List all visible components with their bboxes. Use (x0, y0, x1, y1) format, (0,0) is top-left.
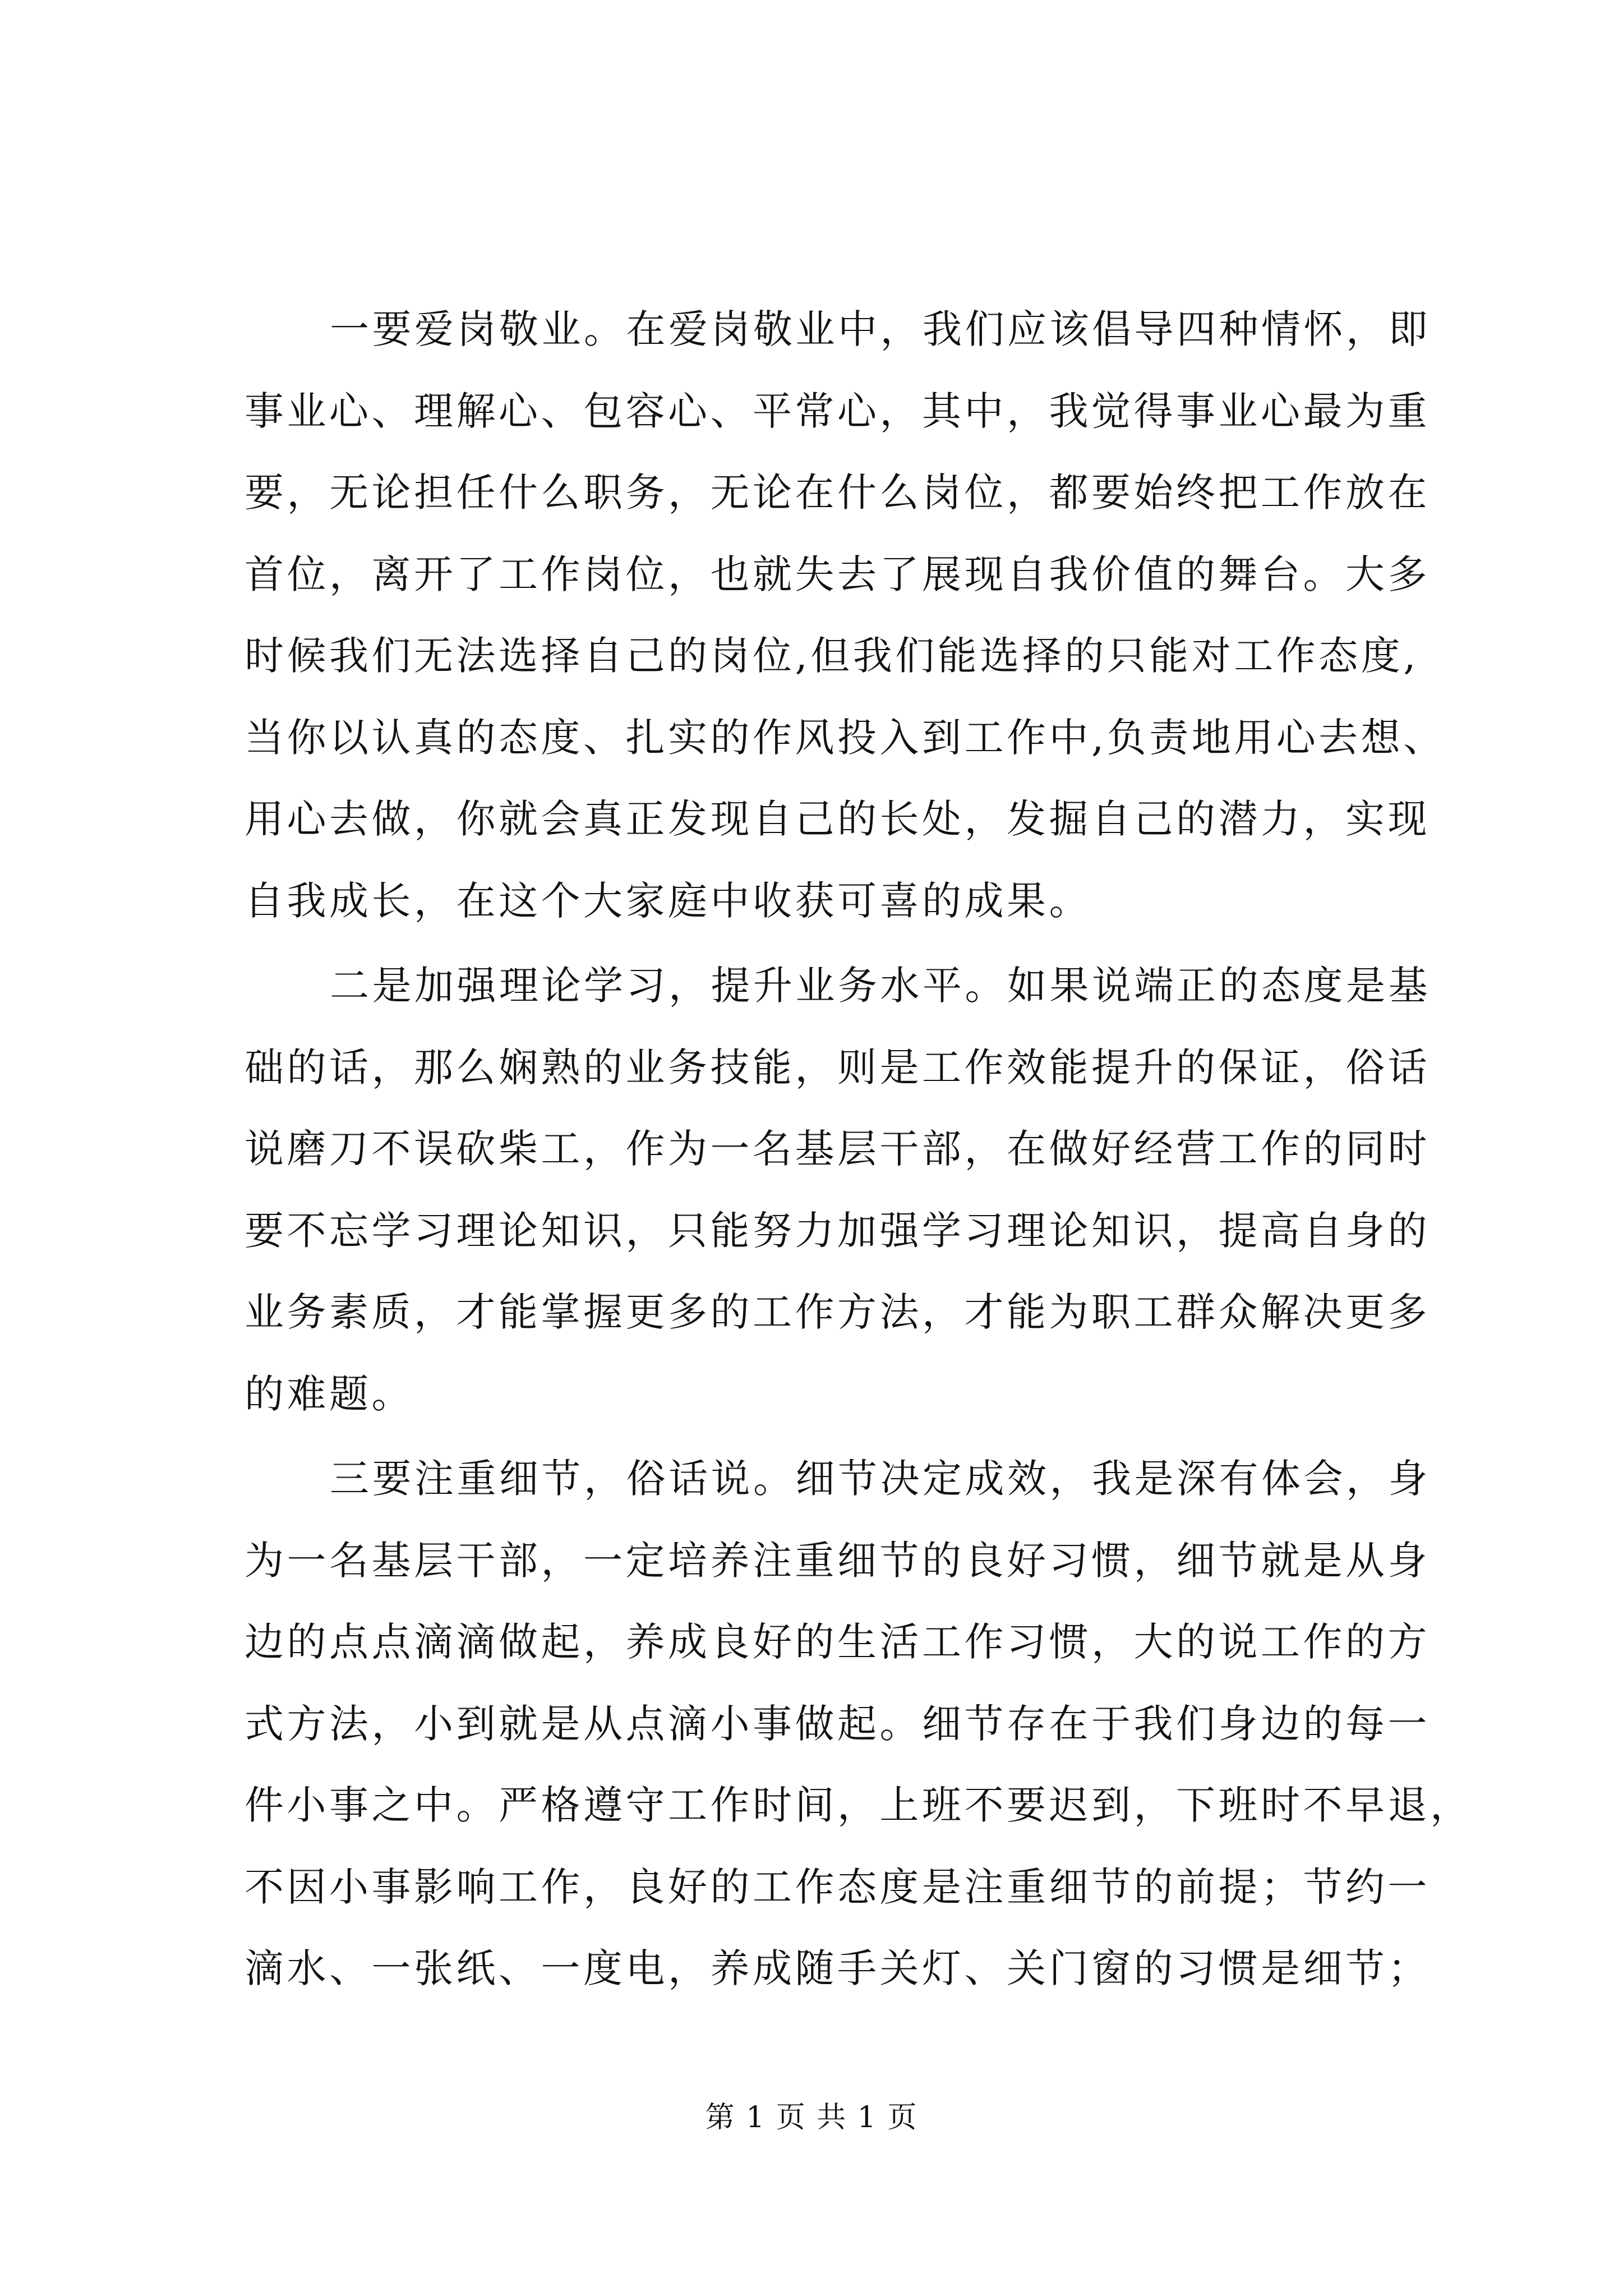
text-line: 一要爱岗敬业。在爱岗敬业中，我们应该倡导四种情怀，即 (330, 306, 1431, 352)
text-line: 为一名基层干部，一定培养注重细节的良好习惯，细节就是从身 (245, 1537, 1430, 1584)
text-line: 自我成长，在这个大家庭中收获可喜的成果。 (245, 877, 1091, 924)
text-line: 边的点点滴滴做起，养成良好的生活工作习惯，大的说工作的方 (245, 1619, 1430, 1665)
text-line: 滴水、一张纸、一度电，养成随手关灯、关门窗的习惯是细节； (245, 1945, 1430, 1991)
text-line: 三要注重细节，俗话说。细节决定成效，我是深有体会，身 (330, 1456, 1431, 1502)
page-footer (0, 2098, 1623, 2137)
text-line: 础的话，那么娴熟的业务技能，则是工作效能提升的保证，俗话 (245, 1044, 1430, 1091)
text-line: 要不忘学习理论知识，只能努力加强学习理论知识，提高自身的 (245, 1207, 1430, 1254)
page-number-label: 第 1 页 共 1 页 (705, 2101, 918, 2134)
text-line: 用心去做，你就会真正发现自己的长处，发掘自己的潜力，实现 (245, 796, 1430, 842)
paragraph-3 (245, 1438, 1473, 2010)
text-line: 二是加强理论学习，提升业务水平。如果说端正的态度是基 (330, 963, 1431, 1009)
text-line: 时候我们无法选择自己的岗位,但我们能选择的只能对工作态度, (245, 633, 1419, 679)
text-line: 当你以认真的态度、扎实的作风投入到工作中,负责地用心去想、 (245, 714, 1446, 761)
paragraph-1 (245, 289, 1446, 942)
text-line: 不因小事影响工作，良好的工作态度是注重细节的前提；节约一 (245, 1864, 1430, 1910)
text-line: 说磨刀不误砍柴工，作为一名基层干部，在做好经营工作的同时 (245, 1126, 1430, 1172)
document-body (245, 289, 1473, 2010)
text-line: 的难题。 (245, 1370, 414, 1417)
text-line: 要，无论担任什么职务，无论在什么岗位，都要始终把工作放在 (245, 470, 1430, 516)
text-line: 式方法，小到就是从点滴小事做起。细节存在于我们身边的每一 (245, 1700, 1430, 1747)
text-line: 事业心、理解心、包容心、平常心，其中，我觉得事业心最为重 (245, 388, 1430, 434)
paragraph-2 (245, 945, 1431, 1435)
text-line: 业务素质，才能掌握更多的工作方法，才能为职工群众解决更多 (245, 1289, 1430, 1335)
text-line: 件小事之中。严格遵守工作时间，上班不要迟到，下班时不早退， (245, 1782, 1473, 1828)
text-line: 首位，离开了工作岗位，也就失去了展现自我价值的舞台。大多 (245, 551, 1430, 597)
